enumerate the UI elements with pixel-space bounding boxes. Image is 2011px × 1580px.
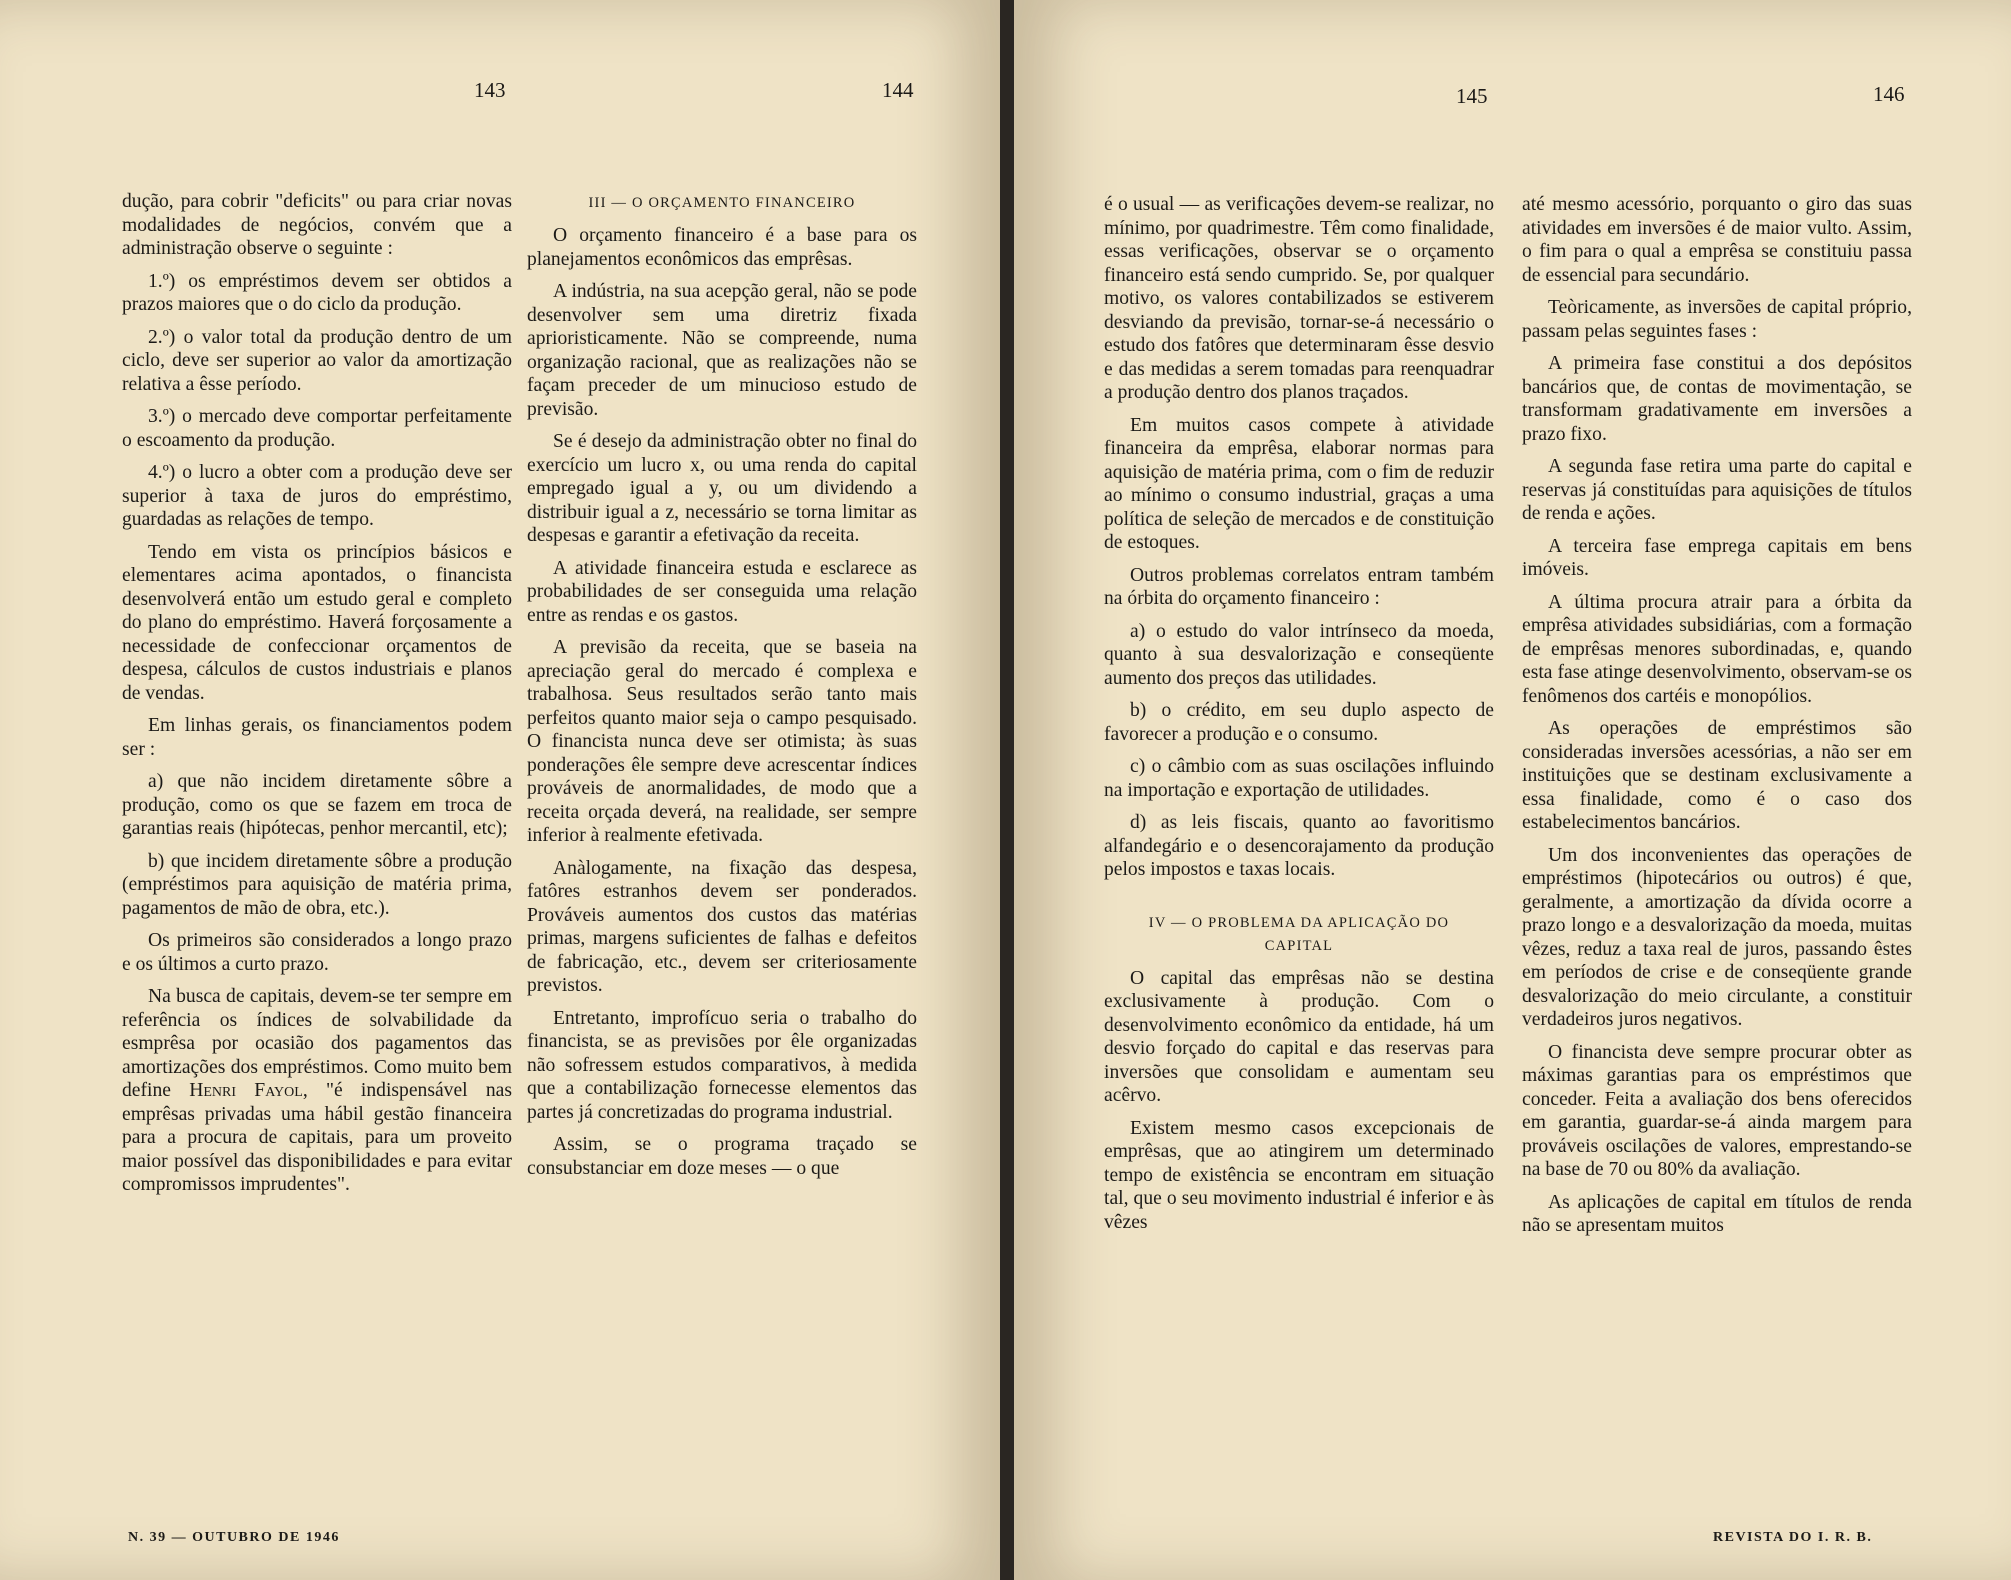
page-number-143: 143: [474, 78, 506, 102]
paragraph: Existem mesmo casos excepcionais de emprêsas, que ao atingirem um determinado tempo de existência se encontram em situação tal, que o seu movimento industrial é inferior e às vêzes: [1104, 1117, 1494, 1233]
page-number-144: 144: [882, 78, 914, 102]
paragraph: A terceira fase emprega capitais em bens imóveis.: [1522, 535, 1912, 580]
paragraph: Em muitos casos compete à atividade financeira da emprêsa, elaborar normas para aquisição de matéria prima, com o fim de reduzir ao mínimo o consumo industrial, graças a uma política de seleção de mercados e de constituição de estoques.: [1104, 414, 1494, 553]
paragraph: O orçamento financeiro é a base para os planejamentos econômicos das emprêsas.: [527, 225, 917, 270]
paragraph: As aplicações de capital em títulos de renda não se apresentam muitos: [1522, 1191, 1912, 1236]
left-page: [0, 0, 1000, 1580]
paragraph: a) o estudo do valor intrínseco da moeda, quanto à sua desvalorização e conseqüente aumento dos preços das utilidades.: [1104, 620, 1494, 689]
paragraph: 4.º) o lucro a obter com a produção deve ser superior à taxa de juros do empréstimo, guardadas as relações de tempo.: [122, 462, 512, 530]
section-heading: IV — O PROBLEMA DA APLICAÇÃO DO CAPITAL: [1148, 914, 1450, 954]
paragraph: A indústria, na sua acepção geral, não se pode desenvolver sem uma diretriz fixada aprioristicamente. Não se compreende, numa organização racional, que as realizações não se façam preceder de um minucioso estudo de previsão.: [527, 281, 917, 420]
paragraph: Entretanto, improfícuo seria o trabalho do financista, se as previsões por êle organizadas não sofressem estudos comparativos, à medida que a contabilização fornecesse elementos das partes já concretizadas do programa industrial.: [527, 1007, 917, 1123]
paragraph: O financista deve sempre procurar obter as máximas garantias para os empréstimos que conceder. Feita a avaliação dos bens oferecidos em garantia, guardar-se-á ainda margem para prováveis oscilações de valores, emprestando-se na base de 70 ou 80% da avaliação.: [1522, 1041, 1912, 1180]
paragraph: Um dos inconvenientes das operações de empréstimos (hipotecários ou outros) é que, geralmente, a amortização da dívida ocorre a prazo longo e a desvalorização da moeda, muitas vêzes, reduz a taxa real de juros, passando êstes em períodos de crise e de conseqüente grande desvalorização do meio circulante, a constituir verdadeiros juros negativos.: [1522, 844, 1912, 1030]
book-gutter: [1000, 0, 1014, 1580]
page-143-column: [122, 190, 512, 1206]
paragraph: A previsão da receita, que se baseia na apreciação geral do mercado é complexa e trabalhosa. Seus resultados serão tanto mais perfeitos quanto maior seja o campo pesquisado. O financista nunca deve ser otimista; às suas ponderações êle sempre deve acrescentar índices prováveis de anormalidades, de modo que a receita orçada deverá, na realidade, ser sempre inferior à realmente efetivada.: [527, 637, 917, 846]
page-144-column: [527, 192, 917, 1189]
paragraph: 2.º) o valor total da produção dentro de um ciclo, deve ser superior ao valor da amortização relativa a êsse período.: [122, 326, 512, 395]
paragraph: a) que não incidem diretamente sôbre a produção, como os que se fazem em troca de garantias reais (hipótecas, penhor mercantil, etc);: [122, 771, 512, 839]
paragraph: Tendo em vista os princípios básicos e elementares acima apontados, o financista desenvolverá então um estudo geral e completo do plano do empréstimo. Haverá forçosamente a necessidade de confeccionar orçamentos de despesa, cálculos de custos industriais e planos de vendas.: [122, 541, 512, 704]
page-146-column: [1522, 193, 1912, 1247]
paragraph-text: Na busca de capitais, devem-se ter sempre em referência os índices de solvabilidade da esmprêsa por ocasião dos pagamentos das amortizações dos empréstimos. Como muito bem define: [122, 986, 512, 1101]
right-page: [1014, 0, 2011, 1580]
paragraph: c) o câmbio com as suas oscilações influindo na importação e exportação de utilidades.: [1104, 756, 1494, 801]
quote-text: , "é indispensável nas emprêsas privadas uma hábil gestão financeira para a procura de capitais, para um proveito maior possível das disponibilidades e para evitar compromissos imprudentes".: [122, 1080, 512, 1195]
paragraph: A segunda fase retira uma parte do capital e reservas já constituídas para aquisições de títulos de renda e ações.: [1522, 456, 1912, 524]
page-number-146: 146: [1873, 82, 1905, 106]
paragraph: até mesmo acessório, porquanto o giro das suas atividades em inversões é de maior vulto. Assim, o fim para o qual a emprêsa se constituiu passa de essencial para secundário.: [1522, 194, 1912, 286]
paragraph: [122, 985, 512, 1197]
paragraph: A última procura atrair para a órbita da emprêsa atividades subsidiárias, com a formação de emprêsas menores subordinadas, e, quando esta fase atinge desenvolvimento, observam-se os fenômenos dos cartéis e monopólios.: [1522, 591, 1912, 707]
paragraph: Os primeiros são considerados a longo prazo e os últimos a curto prazo.: [122, 930, 512, 975]
paragraph: O capital das emprêsas não se destina exclusivamente à produção. Com o desenvolvimento econômico da entidade, há um desvio forçado do capital e das reservas para inversões que consolidam e aumentam seu acêrvo.: [1104, 967, 1494, 1106]
journal-footer: REVISTA DO I. R. B.: [1713, 1530, 1873, 1545]
author-name: Henri Fayol: [189, 1080, 303, 1101]
paragraph: d) as leis fiscais, quanto ao favoritismo alfandegário e o desencorajamento da produção pelos impostos e taxas locais.: [1104, 812, 1494, 880]
paragraph: Em linhas gerais, os financiamentos podem ser :: [122, 715, 512, 760]
section-heading: III — O ORÇAMENTO FINANCEIRO: [588, 195, 856, 211]
paragraph: é o usual — as verificações devem-se realizar, no mínimo, por quadrimestre. Têm como finalidade, essas verificações, observar se o orçamento financeiro está sendo cumprido. Se, por qualquer motivo, os valores contabilizados se estiverem desviando da previsão, tornar-se-á necessário o estudo dos fatôres que determinaram êsse desvio e das medidas a serem tomadas para reenquadrar a produção dentro dos planos traçados.: [1104, 194, 1494, 403]
paragraph: dução, para cobrir "deficits" ou para criar novas modalidades de negócios, convém que a administração observe o seguinte :: [122, 191, 512, 259]
paragraph: A atividade financeira estuda e esclarece as probabilidades de ser conseguida uma relação entre as rendas e os gastos.: [527, 557, 917, 626]
paragraph: Se é desejo da administração obter no final do exercício um lucro x, ou uma renda do capital empregado igual a y, ou um dividendo a distribuir igual a z, necessário se torna limitar as despesas e garantir a efetivação da receita.: [527, 431, 917, 546]
paragraph: Outros problemas correlatos entram também na órbita do orçamento financeiro :: [1104, 564, 1494, 609]
paragraph: As operações de empréstimos são consideradas inversões acessórias, a não ser em instituições que se destinam exclusivamente a essa finalidade, como é o caso dos estabelecimentos bancários.: [1522, 718, 1912, 833]
paragraph: Assim, se o programa traçado se consubstanciar em doze meses — o que: [527, 1134, 917, 1179]
paragraph: 1.º) os empréstimos devem ser obtidos a prazos maiores que o do ciclo da produção.: [122, 270, 512, 315]
page-number-145: 145: [1456, 84, 1488, 108]
paragraph: Teòricamente, as inversões de capital próprio, passam pelas seguintes fases :: [1522, 297, 1912, 342]
paragraph: b) que incidem diretamente sôbre a produção (empréstimos para aquisição de matéria prima, pagamentos de mão de obra, etc.).: [122, 850, 512, 919]
page-145-column: [1104, 193, 1494, 1243]
paragraph: A primeira fase constitui a dos depósitos bancários que, de contas de movimentação, se transformam gradativamente em inversões a prazo fixo.: [1522, 353, 1912, 445]
issue-footer: N. 39 — OUTUBRO DE 1946: [128, 1530, 340, 1545]
paragraph: Anàlogamente, na fixação das despesa, fatôres estranhos devem ser ponderados. Prováveis aumentos dos custos das matérias primas, margens suficientes de falhas e defeitos de fabricação, etc., devem ser criteriosamente previstos.: [527, 857, 917, 996]
paragraph: 3.º) o mercado deve comportar perfeitamente o escoamento da produção.: [122, 406, 512, 451]
paragraph: b) o crédito, em seu duplo aspecto de favorecer a produção e o consumo.: [1104, 700, 1494, 745]
